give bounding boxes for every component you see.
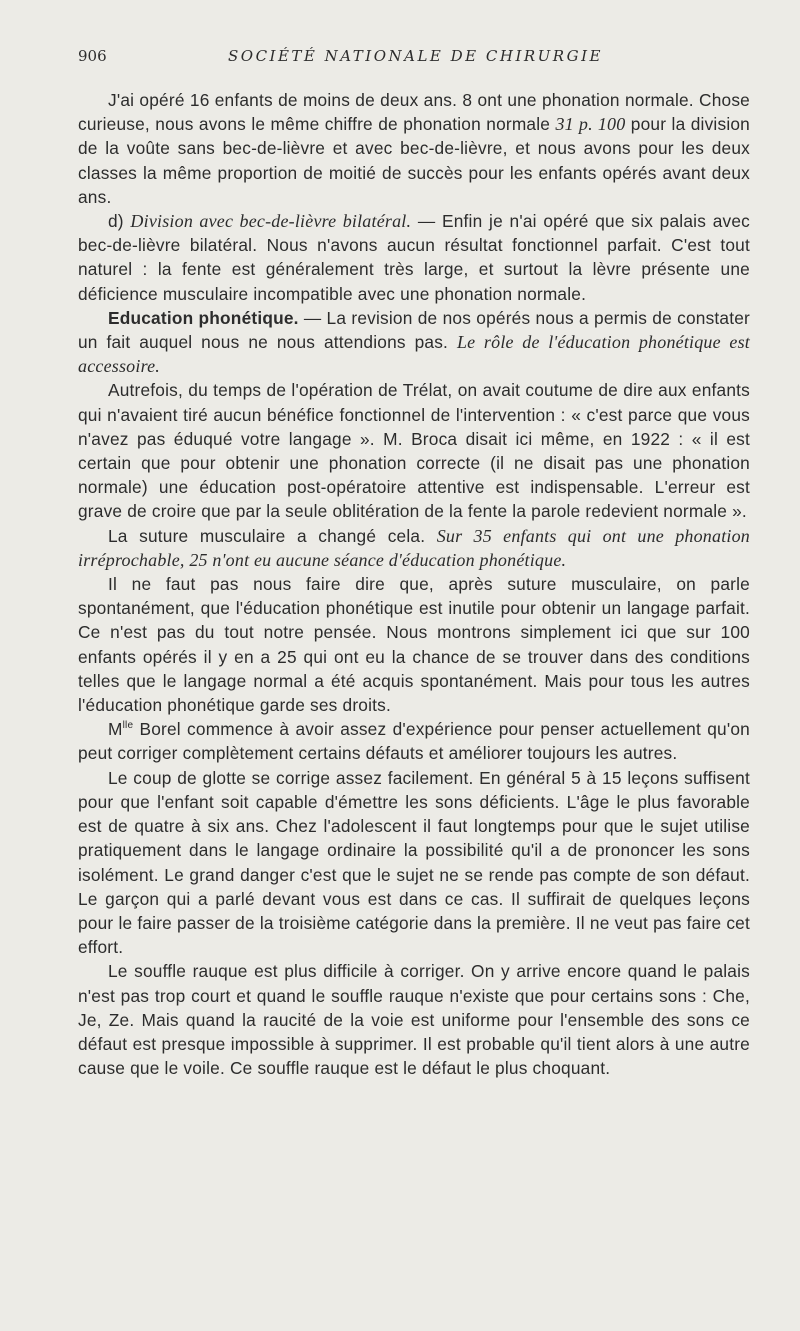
paragraph-7 bbox=[78, 717, 750, 765]
p1-text-a: J'ai opéré 16 enfants de moins de deux ans. 8 ont une phonation normale. Chose curieuse, nous avons le même chiffre de phonation normale bbox=[78, 90, 750, 135]
p2-section-title: Division avec bec-de-lièvre bilatéral. bbox=[130, 211, 412, 232]
p1-italic-stat: 31 p. 100 bbox=[555, 114, 626, 135]
paragraph-1 bbox=[78, 88, 750, 209]
p5-text: La suture musculaire a changé cela. bbox=[108, 525, 437, 546]
p2-text: — Enfin je n'ai opéré que six palais avec bec-de-lièvre bilatéral. Nous n'avons aucun résultat fonctionnel parfait. C'est tout naturel : la fente est généralement très large, et surtout la lèvre présente une déficience musculaire incompatible avec une phonation normale. bbox=[78, 211, 750, 304]
paragraph-3 bbox=[78, 306, 750, 379]
paragraph-2 bbox=[78, 209, 750, 306]
paragraph-8: Le coup de glotte se corrige assez facilement. En général 5 à 15 leçons suffisent pour que l'enfant soit capable d'émettre les sons déficients. L'âge le plus favorable est de quatre à six ans. Chez l'adolescent il faut longtemps pour que le sujet utilise pratiquement dans le langage ordinaire la possibilité qu'il a de prononcer les sons isolément. Le grand danger c'est que le sujet ne se rende pas compte de son défaut. Le garçon qui a parlé devant vous est dans ce cas. Il suffirait de quelques leçons pour le faire passer de la troisième catégorie dans la première. Il ne veut pas faire cet effort. bbox=[78, 767, 750, 958]
paragraph-4: Autrefois, du temps de l'opération de Trélat, on avait coutume de dire aux enfants qui n'avaient tiré aucun bénéfice fonctionnel de l'intervention : « c'est parce que vous n'avez pas éduqué votre langage ». M. Broca disait ici même, en 1922 : « il est certain que pour obtenir une phonation correcte (il ne disait pas une phonation normale) une éducation post-opératoire attentive est indispensable. L'erreur est grave de croire que par la seule oblitération de la fente la parole redevient normale ». bbox=[78, 380, 750, 522]
p1-text-c: pour la division de la voûte sans bec-de-lièvre et avec bec-de-lièvre, et nous avons pour les deux classes la même proportion de moitié de succès pour les enfants opérés avant deux ans. bbox=[78, 114, 750, 207]
p7-m: M bbox=[108, 719, 123, 740]
running-title: SOCIÉTÉ NATIONALE DE CHIRURGIE bbox=[228, 47, 603, 65]
p5-italic: Sur 35 enfants qui ont une phonation irréprochable, 25 n'ont eu aucune séance d'éducation phonétique. bbox=[78, 525, 750, 570]
page-number: 906 bbox=[78, 47, 107, 65]
paragraph-9: Le souffle rauque est plus difficile à corriger. On y arrive encore quand le palais n'est pas trop court et quand le souffle rauque n'existe que pour certains sons : Che, Je, Ze. Mais quand la raucité de la voie est uniforme pour l'ensemble des sons ce défaut est presque impossible à supprimer. Il est probable qu'il tient alors à une autre cause que le voile. Ce souffle rauque est le défaut le plus choquant. bbox=[78, 961, 750, 1079]
p7-text: Borel commence à avoir assez d'expérience pour penser actuellement qu'on peut corriger complètement certains défauts et améliorer toujours les autres. bbox=[78, 719, 750, 764]
p3-text: — La revision de nos opérés nous a permis de constater un fait auquel nous ne nous attendions pas. bbox=[78, 307, 750, 353]
p7-superscript: lle bbox=[122, 720, 134, 732]
body-text bbox=[78, 88, 750, 1080]
paragraph-6: Il ne faut pas nous faire dire que, après suture musculaire, on parle spontanément, que l'éducation phonétique est inutile pour obtenir un langage parfait. Ce n'est pas du tout notre pensée. Nous montrons simplement ici que sur 100 enfants opérés il y en a 25 qui ont eu la chance de se trouver dans des conditions telles que le langage normal a été acquis spontanément. Mais pour tous les autres l'éducation phonétique garde ses droits. bbox=[78, 574, 750, 716]
page-header bbox=[78, 44, 750, 68]
section-heading-education: Education phonétique. bbox=[108, 307, 299, 328]
paragraph-5 bbox=[78, 524, 750, 572]
p3-italic: Le rôle de l'éducation phonétique est accessoire. bbox=[78, 332, 750, 377]
p2-label: d) bbox=[108, 211, 131, 232]
